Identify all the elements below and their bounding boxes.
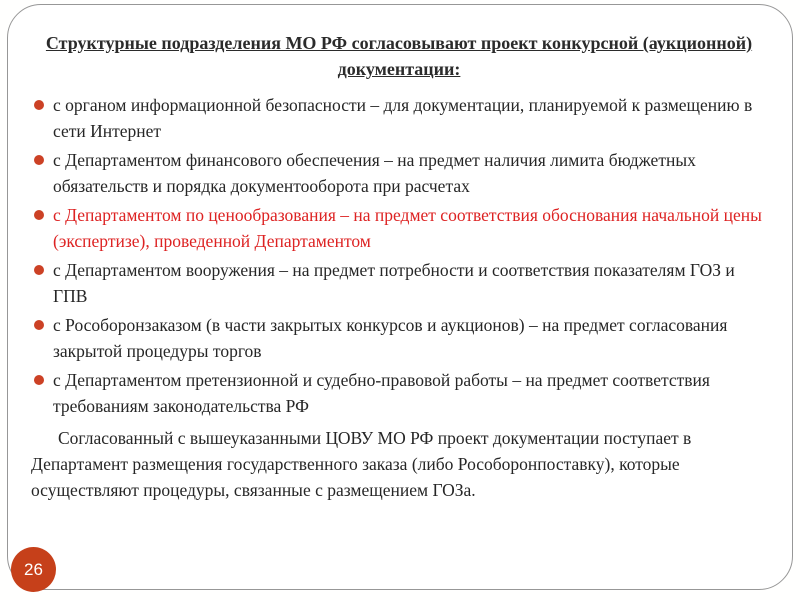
bullet-icon: [34, 320, 44, 330]
page-number: 26: [24, 559, 43, 579]
list-item: [33, 367, 767, 419]
list-item-highlighted: [33, 202, 767, 254]
bullet-icon: [34, 210, 44, 220]
bullet-icon: [34, 100, 44, 110]
list-item-text: с Департаментом финансового обеспечения – на предмет наличия лимита бюджетных обязательств и порядка документооборота при расчетах: [53, 150, 696, 196]
bullet-list: [31, 92, 767, 419]
list-item: [33, 147, 767, 199]
closing-paragraph: Согласованный с вышеуказанными ЦОВУ МО РФ проект документации поступает в Департамент размещения государственного заказа (либо Рособоронпоставку), которые осуществляют процедуры, связанные с размещением ГОЗа.: [31, 428, 692, 500]
bullet-icon: [34, 155, 44, 165]
bullet-icon: [34, 265, 44, 275]
list-item-text: с Рособоронзаказом (в части закрытых конкурсов и аукционов) – на предмет согласования закрытой процедуры торгов: [53, 315, 728, 361]
page-title: Структурные подразделения МО РФ согласовывают проект конкурсной (аукционной) документации:: [45, 33, 753, 79]
list-item-text: с Департаментом по ценообразования – на предмет соответствия обоснования начальной цены (экспертизе), проведенной Департаментом: [53, 205, 762, 251]
list-item: [33, 257, 767, 309]
list-item-text: с органом информационной безопасности – для документации, планируемой к размещению в сети Интернет: [53, 95, 753, 141]
page-number-badge: [11, 547, 56, 592]
list-item-text: с Департаментом претензионной и судебно-правовой работы – на предмет соответствия требованиям законодательства РФ: [53, 370, 710, 416]
bullet-icon: [34, 375, 44, 385]
list-item: [33, 92, 767, 144]
slide-content: [31, 30, 767, 503]
list-item-text: с Департаментом вооружения – на предмет потребности и соответствия показателям ГОЗ и ГПВ: [53, 260, 735, 306]
list-item: [33, 312, 767, 364]
